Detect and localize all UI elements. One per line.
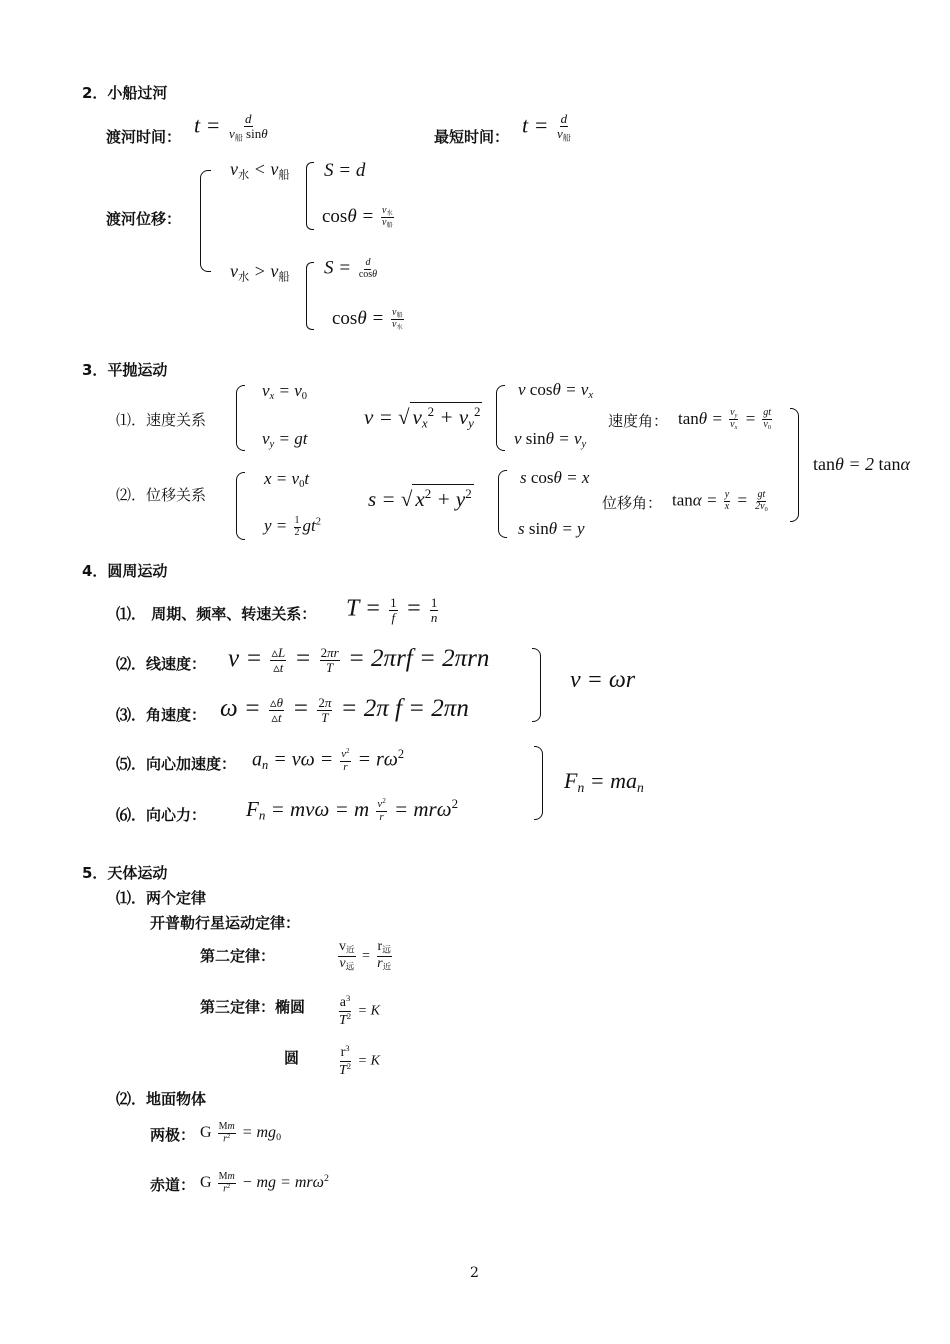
linear-velocity-formula: v = $\frac{▵L}{▵t}$ = $\frac{2\pi r}{T}$ = 2πrf = 2πrn <box>228 645 490 675</box>
displacement-component-cos: s cosθ = x <box>520 468 590 487</box>
displacement-eq-brace <box>236 472 245 540</box>
velocity-brace <box>236 385 245 451</box>
case2-eq2: cosθ = $\frac{v_船}{v_水}$ <box>332 307 403 332</box>
displacement-angle-label: 位移角： <box>602 494 663 512</box>
v-omega-r: v = ωr <box>570 667 636 693</box>
displacement-label: 渡河位移： <box>106 210 182 228</box>
angle-relation: tanθ = 2 tanα <box>813 454 910 474</box>
displacement-brace <box>200 170 211 272</box>
cross-time-label: 渡河时间： <box>106 128 182 146</box>
displacement-component-sin: s sinθ = y <box>518 519 585 538</box>
section-3-heading: 3．平抛运动 <box>82 361 168 379</box>
ground-objects-label: ⑵．地面物体 <box>116 1090 207 1108</box>
displacement-eq-x: $x = v_0t$ <box>264 469 310 491</box>
centripetal-acceleration-label: ⑸．向心加速度： <box>116 755 237 773</box>
velocity-relation-brace <box>532 648 541 722</box>
page-number: 2 <box>470 1265 479 1281</box>
two-laws-label: ⑴．两个定律 <box>116 889 207 907</box>
second-law-formula: $\frac{v_近}{v_远}$ = $\frac{r_远}{r_近}$ <box>339 939 392 973</box>
case1-condition: $v_水 < v_船$ <box>230 159 290 182</box>
cross-time-formula: t = $\frac{d}{v_船 \sin\theta}$ <box>194 111 268 143</box>
case2-brace <box>306 262 314 330</box>
section-4-heading: 4．圆周运动 <box>82 562 168 580</box>
velocity-angle-label: 速度角： <box>608 412 669 430</box>
min-time-formula: t = $\frac{d}{v_船}$ <box>522 111 571 143</box>
period-label: ⑴． 周期、频率、转速关系： <box>116 605 317 623</box>
angular-velocity-formula: ω = $\frac{▵\theta}{▵t}$ = $\frac{2\pi}{T}$ = 2π f = 2πn <box>220 695 469 725</box>
displacement-relation-label: ⑵．位移关系 <box>116 486 207 504</box>
case1-brace <box>306 162 314 230</box>
velocity-component-sin: v $\sin\theta = v_y$ <box>514 429 587 451</box>
third-law-formula: $\frac{a^3}{T^2}$ = K <box>339 993 380 1029</box>
period-formula: T = $\frac{1}{f}$ = $\frac{1}{n}$ <box>346 595 438 625</box>
kepler-label: 开普勒行星运动定律： <box>150 914 301 932</box>
angle-relation-brace <box>790 408 799 522</box>
equator-label: 赤道： <box>150 1176 196 1194</box>
case1-eq1: S = d <box>324 160 366 181</box>
centripetal-acceleration-formula: $a_n = v\omega$ = $\frac{v^2}{r}$ = $r\omega^2$ <box>252 747 405 773</box>
velocity-angle-formula: tanθ = $\frac{v_y}{v_x}$ = $\frac{gt}{v_0}$ <box>678 407 772 432</box>
displacement-magnitude: s = √ $x^2 + y^2$ <box>368 486 472 511</box>
second-law-label: 第二定律： <box>200 947 276 965</box>
displacement-angle-formula: tanα = $\frac{y}{x}$ = $\frac{gt}{2v_0}$ <box>672 489 768 513</box>
centripetal-force-label: ⑹．向心力： <box>116 806 207 824</box>
velocity-component-brace <box>496 385 505 451</box>
displacement-component-brace <box>498 470 507 538</box>
circle-orbit-label: 圆 <box>284 1049 300 1067</box>
section-2-heading: 2．小船过河 <box>82 84 168 102</box>
case1-eq2: cosθ = $\frac{v_水}{v_船}$ <box>322 205 393 230</box>
min-time-label: 最短时间： <box>434 128 510 146</box>
linear-velocity-label: ⑵．线速度： <box>116 655 207 673</box>
displacement-eq-y: y = $\frac{1}{2}$ $gt^2$ <box>264 515 322 538</box>
velocity-relation-label: ⑴．速度关系 <box>116 411 207 429</box>
velocity-component-cos: v $\cos\theta = v_x$ <box>518 380 594 402</box>
velocity-eq-vx: $v_x = v_0$ <box>262 381 308 403</box>
circle-orbit-formula: $\frac{r^3}{T^2}$ = K <box>339 1043 380 1079</box>
case2-eq1: S = $\frac{d}{\cos\theta}$ <box>324 257 378 280</box>
equator-formula: G $\frac{Mm}{r^2}$ − mg = mrω$^2$ <box>200 1171 329 1195</box>
force-relation-brace <box>534 746 543 820</box>
velocity-eq-vy: $v_y$ = gt <box>262 429 308 451</box>
poles-label: 两极： <box>150 1126 196 1144</box>
centripetal-force-formula: $F_n = mv\omega = m$ $\frac{v^2}{r}$ = mrω$^2$ <box>246 796 459 824</box>
case2-condition: $v_水 > v_船$ <box>230 261 290 284</box>
newton-second-law: $F_n = ma_n$ <box>564 768 644 796</box>
angular-velocity-label: ⑶．角速度： <box>116 706 207 724</box>
section-5-heading: 5．天体运动 <box>82 864 168 882</box>
velocity-magnitude: v = √ $v_x^2 + v_y^2$ <box>364 404 481 431</box>
third-law-label: 第三定律：椭圆 <box>200 998 306 1016</box>
poles-formula: G $\frac{Mm}{r^2}$ = $mg_0$ <box>200 1121 282 1145</box>
